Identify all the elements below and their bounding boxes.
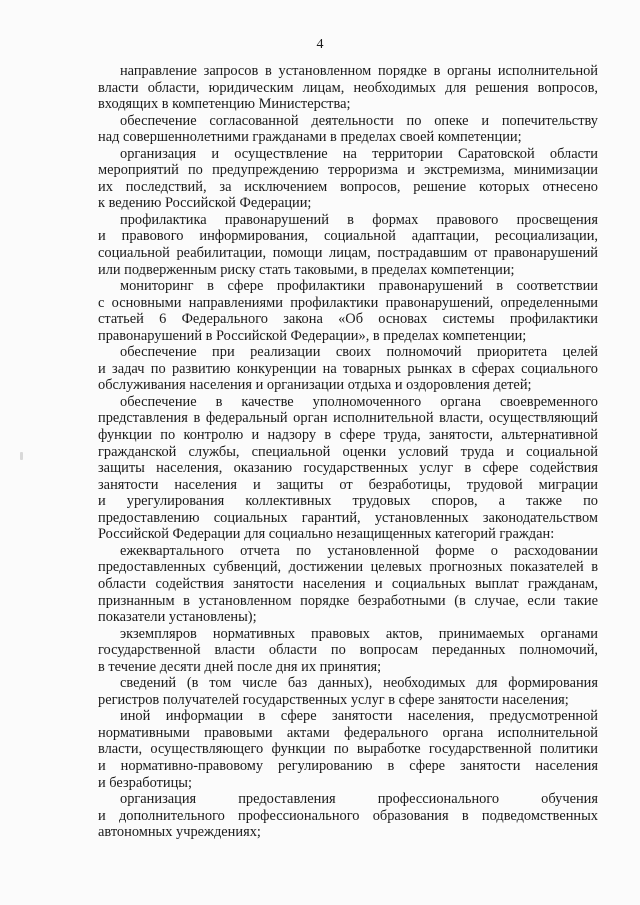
paragraph <box>98 791 598 841</box>
text-line: признанным в установленном порядке безработными (в случае, если такие <box>98 592 598 609</box>
text-line: входящих в компетенцию Министерства; <box>98 96 351 113</box>
paragraph <box>98 212 598 278</box>
text-line: обеспечение при реализации своих полномочий приоритета целей <box>120 344 598 361</box>
text-line: к ведению Российской Федерации; <box>98 195 312 212</box>
text-line: ежеквартального отчета по установленной форме о расходовании <box>120 542 598 559</box>
paragraph <box>98 63 598 113</box>
paragraph <box>98 146 598 212</box>
text-line: правонарушений в Российской Федерации», в пределах компетенции; <box>98 327 527 344</box>
text-line: показатели установлены); <box>98 609 257 626</box>
text-line: социальной реабилитации, помощи лицам, пострадавшим от правонарушений <box>98 245 598 262</box>
text-line: обслуживания населения и организации отдыха и оздоровления детей; <box>98 377 532 394</box>
text-line: их последствий, за исключением вопросов, решение которых отнесено <box>98 178 598 195</box>
text-line: обеспечение в качестве уполномоченного органа своевременного <box>120 393 598 410</box>
text-line: мероприятий по предупреждению терроризма и экстремизма, минимизации <box>98 162 598 179</box>
text-line: мониторинг в сфере профилактики правонарушений в соответствии <box>120 278 598 295</box>
text-line: власти области, юридическим лицам, необходимых для решения вопросов, <box>98 79 598 96</box>
text-line: нормативными правовыми актами федерального органа исполнительной <box>98 724 598 741</box>
paragraph <box>98 675 598 708</box>
text-line: представления в федеральный орган исполнительной власти, осуществляющий <box>98 410 598 427</box>
text-line: экземпляров нормативных правовых актов, принимаемых органами <box>120 625 598 642</box>
paragraph <box>98 278 598 344</box>
scan-artifact <box>20 452 23 460</box>
text-line: организация и осуществление на территории Саратовской области <box>120 145 598 162</box>
text-line: обеспечение согласованной деятельности по опеке и попечительству <box>120 112 598 129</box>
text-line: организация предоставления профессионального обучения <box>120 791 598 808</box>
paragraph <box>98 113 598 146</box>
document-body <box>98 63 598 841</box>
text-line: с основными направлениями профилактики правонарушений, определенными <box>98 294 598 311</box>
text-line: власти, осуществляющего функции по выработке государственной политики <box>98 741 598 758</box>
text-line: или подверженным риску стать таковыми, в пределах компетенции; <box>98 261 515 278</box>
text-line: статьей 6 Федерального закона «Об основах системы профилактики <box>98 311 598 328</box>
text-line: и дополнительного профессионального образования в подведомственных <box>98 807 598 824</box>
text-line: в течение десяти дней после дня их принятия; <box>98 658 382 675</box>
text-line: гражданской службы, специальной оценки условий труда и социальной <box>98 443 598 460</box>
paragraph <box>98 708 598 791</box>
paragraph <box>98 543 598 626</box>
text-line: автономных учреждениях; <box>98 824 261 841</box>
text-line: над совершеннолетними гражданами в пределах своей компетенции; <box>98 129 522 146</box>
text-line: предоставленных субвенций, достижении целевых прогнозных показателей в <box>98 559 598 576</box>
page-number: 4 <box>316 37 324 52</box>
text-line: Российской Федерации для социально незащищенных категорий граждан: <box>98 526 555 543</box>
paragraph <box>98 344 598 394</box>
text-line: профилактика правонарушений в формах правового просвещения <box>120 211 598 228</box>
text-line: и урегулирования коллективных трудовых споров, а также по <box>98 493 598 510</box>
text-line: государственной власти области по вопросам переданных полномочий, <box>98 642 598 659</box>
text-line: иной информации в сфере занятости населения, предусмотренной <box>120 708 598 725</box>
text-line: защиты населения, оказанию государственных услуг в сфере содействия <box>98 460 598 477</box>
text-line: функции по контролю и надзору в сфере труда, занятости, альтернативной <box>98 427 598 444</box>
text-line: сведений (в том числе баз данных), необходимых для формирования <box>120 675 598 692</box>
paragraph <box>98 394 598 543</box>
text-line: регистров получателей государственных услуг в сфере занятости населения; <box>98 691 569 708</box>
text-line: и задач по развитию конкуренции на товарных рынках в сферах социального <box>98 360 598 377</box>
text-line: и безработицы; <box>98 774 192 791</box>
text-line: занятости населения и защиты от безработицы, трудовой миграции <box>98 476 598 493</box>
text-line: области содействия занятости населения и социальных выплат гражданам, <box>98 575 598 592</box>
text-line: и правового информирования, социальной адаптации, ресоциализации, <box>98 228 598 245</box>
text-line: направление запросов в установленном порядке в органы исполнительной <box>120 63 598 79</box>
paragraph <box>98 626 598 676</box>
text-line: предоставлению социальных гарантий, установленных законодательством <box>98 509 598 526</box>
text-line: и нормативно-правовому регулированию в сфере занятости населения <box>98 757 598 774</box>
